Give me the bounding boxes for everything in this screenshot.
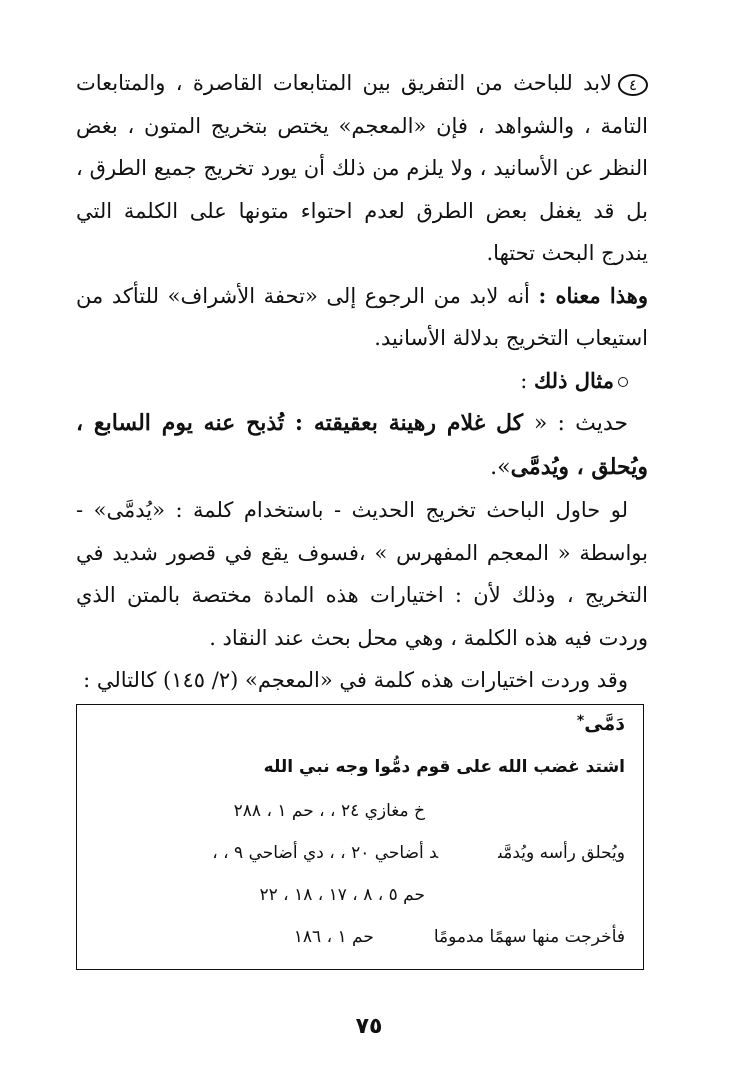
entry-line-4-ref: حم ٥ ، ٨ ، ١٧ ، ١٨ ، ٢٢ — [259, 885, 425, 905]
meaning-heading: وهذا معناه : — [538, 282, 648, 308]
example-colon: : — [520, 368, 534, 393]
page-number: ٧٥ — [355, 1014, 383, 1039]
paragraph-footnote-4 — [76, 62, 648, 275]
paragraph-6-text: وقد وردت اختيارات هذه كلمة في «المعجم» (٢/ ١٤٥) كالتالي : — [83, 668, 628, 692]
entry-line-5 — [77, 927, 625, 947]
hadith-text: كل غلام رهينة بعقيقته : تُذبح عنه يوم السابع ، ويُحلق ، ويُدمَّى — [76, 410, 648, 480]
entry-line-3-text: ويُحلق رأسه ويُدمَّى — [498, 843, 625, 863]
circle-bullet-icon — [618, 377, 628, 387]
paragraph-explanation — [76, 489, 648, 659]
paragraph-meaning — [76, 275, 648, 360]
entry-headword — [77, 713, 625, 735]
entry-line-3 — [77, 843, 625, 863]
main-text — [76, 62, 648, 702]
concordance-entry-box — [76, 704, 644, 970]
entry-line-2-ref: خ مغازي ٢٤ ، ، حم ١ ، ٢٨٨ — [233, 801, 425, 821]
paragraph-2-text: أنه لابد من الرجوع إلى «تحفة الأشراف» للتأكد من استيعاب التخريج بدلالة الأسانيد. — [76, 283, 648, 350]
paragraph-1-text: لابد للباحث من التفريق بين المتابعات القاصرة ، والمتابعات التامة ، والشواهد ، فإن «المعجم» يختص بتخريج المتون ، بغض النظر عن الأسانيد ، ولا يلزم من ذلك أن يورد تخريج جميع الطرق ، بل قد يغفل بعض الطرق لعدم احتواء متونها على الكلمة التي يندرج البحث تحتها. — [76, 71, 648, 265]
paragraph-hadith — [76, 402, 648, 489]
hadith-suffix: ». — [490, 454, 511, 480]
paragraph-example — [76, 360, 648, 403]
headword-text: دَمَّى — [584, 713, 625, 735]
paragraph-5-text: لو حاول الباحث تخريج الحديث - باستخدام كلمة : «يُدمَّى» - بواسطة « المعجم المفهرس » ،فسوف يقع في قصور شديد في التخريج ، وذلك لأن : اختيارات هذه المادة مختصة بالمتن الذي وردت فيه هذه الكلمة ، وهي محل بحث عند النقاد . — [76, 498, 648, 650]
hadith-prefix: حديث : « — [533, 411, 628, 436]
entry-line-3-ref: د أضاحي ٢٠ ، ، دي أضاحي ٩ ، ، — [212, 843, 439, 863]
example-heading: مثال ذلك — [533, 367, 614, 393]
entry-line-5-text: فأخرجت منها سهمًا مدمومًا — [433, 927, 625, 947]
entry-line-1: اشتد غضب الله على قوم دمُّوا وجه نبي الله — [263, 757, 625, 777]
asterisk-icon: * — [576, 713, 585, 729]
entry-line-5-ref: حم ١ ، ١٨٦ — [293, 927, 374, 947]
footnote-marker: ٤ — [618, 74, 648, 96]
paragraph-reference — [76, 659, 648, 702]
